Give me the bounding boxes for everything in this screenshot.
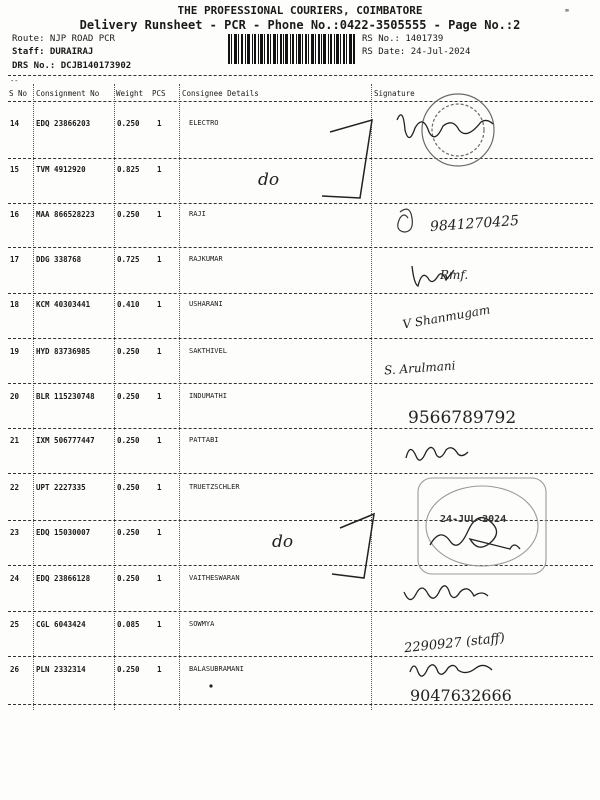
runsheet-subtitle: Delivery Runsheet - PCR - Phone No.:0422-3505555 - Page No.:2 (79, 18, 521, 32)
row-consignee: RAJI (189, 210, 206, 218)
row-sno: 21 (10, 436, 20, 445)
row-weight: 0.250 (117, 347, 140, 356)
row-consignment: UPT 2227335 (36, 483, 86, 492)
row-consignment: MAA 866528223 (36, 210, 95, 219)
row-weight: 0.250 (117, 574, 140, 583)
row-consignment: CGL 6043424 (36, 620, 86, 629)
signature-row14 (397, 115, 493, 138)
bracket-mark-1 (322, 120, 372, 198)
row-pcs: 1 (157, 210, 162, 219)
row-sno: 17 (10, 255, 20, 264)
col-header-consignee: Consignee Details (182, 89, 259, 98)
signature-row21 (406, 447, 468, 460)
row-consignment: TVM 4912920 (36, 165, 86, 174)
row-sno: 18 (10, 300, 20, 309)
signature-row24 (404, 586, 488, 600)
col-header-weight: Weight (116, 89, 144, 98)
row-weight: 0.250 (117, 483, 140, 492)
phone-handwritten-row20: 9566789792 (408, 408, 517, 428)
drs-number: DRS No.: DCJB140173902 (12, 61, 132, 71)
dash-mark: -- (10, 77, 19, 85)
row-sno: 25 (10, 620, 20, 629)
row-consignee: INDUMATHI (189, 392, 227, 400)
row-weight: 0.410 (117, 300, 140, 309)
row-sno: 26 (10, 665, 20, 674)
row-consignee: PATTABI (189, 436, 219, 444)
row-pcs: 1 (157, 347, 162, 356)
row-consignment: DDG 338768 (36, 255, 82, 264)
row-pcs: 1 (157, 665, 162, 674)
col-header-consignment: Consignment No (36, 89, 100, 98)
phone-handwritten-row26: 9047632666 (410, 686, 512, 705)
row-weight: 0.250 (117, 528, 140, 537)
rs-number: RS No.: 1401739 (362, 34, 444, 44)
row-consignment: EDQ 23866128 (36, 574, 91, 583)
row-pcs: 1 (157, 620, 162, 629)
rs-date: RS Date: 24-Jul-2024 (362, 47, 471, 57)
row-pcs: 1 (157, 436, 162, 445)
row-sno: 24 (10, 574, 20, 583)
row-consignment: EDQ 23866203 (36, 119, 91, 128)
signature-text-row18: V Shanmugam (401, 302, 492, 332)
row-consignment: HYD 83736985 (36, 347, 91, 356)
row-sno: 22 (10, 483, 20, 492)
col-header-sno: S No (9, 89, 28, 98)
row-weight: 0.825 (117, 165, 140, 174)
row-pcs: 1 (157, 119, 162, 128)
round-stamp (422, 94, 494, 166)
corner-mark: " (564, 8, 571, 19)
route-label: Route: NJP ROAD PCR (12, 34, 115, 44)
col-header-pcs: PCS (152, 89, 166, 98)
stamp-date: 24-JUL-2024 (440, 514, 507, 525)
ditto-mark-row23: do (272, 532, 294, 552)
row-weight: 0.250 (117, 392, 140, 401)
signature-text-row19: S. Arulmani (383, 358, 456, 378)
row-consignment: PLN 2332314 (36, 665, 86, 674)
signature-text-row17: Rmf. (440, 268, 469, 282)
bracket-mark-2 (332, 514, 374, 578)
row-consignee: SAKTHIVEL (189, 347, 227, 355)
company-title: THE PROFESSIONAL COURIERS, COIMBATORE (177, 4, 423, 17)
row-pcs: 1 (157, 165, 162, 174)
row-consignment: KCM 40303441 (36, 300, 91, 309)
ink-dot (209, 684, 212, 687)
row-weight: 0.085 (117, 620, 140, 629)
staff-label: Staff: DURAIRAJ (12, 47, 94, 57)
row-consignee: USHARANI (189, 300, 223, 308)
row-consignee: ELECTRO (189, 119, 219, 127)
row-consignment: IXM 506777447 (36, 436, 95, 445)
row-sno: 16 (10, 210, 20, 219)
row-sno: 23 (10, 528, 20, 537)
row-consignee: VAITHESWARAN (189, 574, 240, 582)
row-weight: 0.250 (117, 436, 140, 445)
phone-handwritten-row16: 9841270425 (429, 212, 520, 236)
row-consignee: SOWMYA (189, 620, 215, 628)
row-sno: 20 (10, 392, 20, 401)
row-pcs: 1 (157, 300, 162, 309)
signature-row26 (410, 665, 492, 676)
row-consignee: BALASUBRAMANI (189, 665, 244, 673)
row-sno: 19 (10, 347, 20, 356)
row-sno: 15 (10, 165, 20, 174)
row-pcs: 1 (157, 255, 162, 264)
signature-text-row25: 2290927 (staff) (403, 630, 506, 657)
signature-row16 (398, 209, 413, 232)
row-pcs: 1 (157, 483, 162, 492)
row-weight: 0.250 (117, 119, 140, 128)
row-consignee: TRUETZSCHLER (189, 483, 240, 491)
company-stamp (418, 478, 546, 574)
row-sno: 14 (10, 119, 20, 128)
row-weight: 0.250 (117, 665, 140, 674)
ditto-mark-row15: do (258, 170, 280, 190)
row-consignment: EDQ 15030007 (36, 528, 91, 537)
row-weight: 0.725 (117, 255, 140, 264)
row-pcs: 1 (157, 574, 162, 583)
row-pcs: 1 (157, 528, 162, 537)
row-consignee: RAJKUMAR (189, 255, 223, 263)
row-pcs: 1 (157, 392, 162, 401)
row-consignment: BLR 115230748 (36, 392, 95, 401)
col-header-signature: Signature (374, 89, 415, 98)
row-weight: 0.250 (117, 210, 140, 219)
